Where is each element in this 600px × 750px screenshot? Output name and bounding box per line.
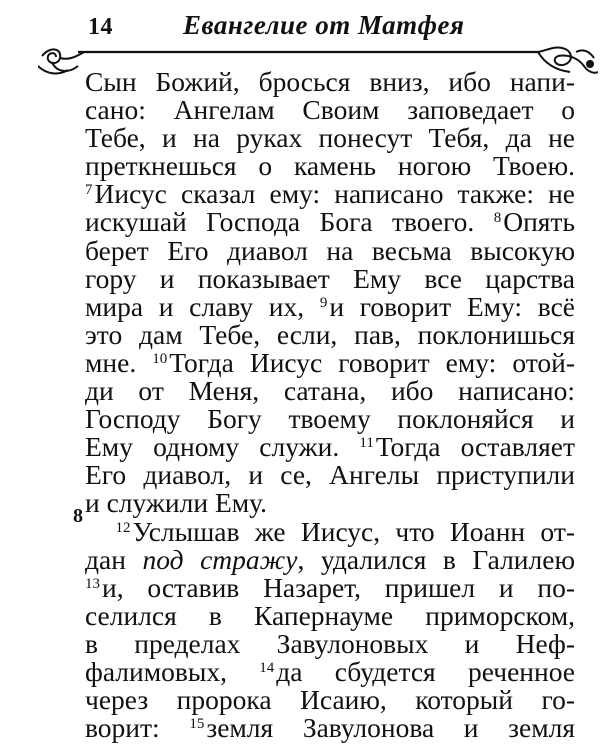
body-text xyxy=(85,68,575,742)
verse-text: земля Завулонова и земля xyxy=(206,712,576,744)
page-number: 14 xyxy=(88,14,113,40)
verse-text: да сбудется реченное xyxy=(276,655,576,687)
verse-text: и, оставив Назарет, пришел и по- xyxy=(102,571,575,603)
verse-number: 11 xyxy=(359,435,374,452)
text-line xyxy=(85,655,576,687)
verse-number: 14 xyxy=(259,659,275,676)
text-line xyxy=(85,543,575,575)
verse-text: Тогда оставляет xyxy=(375,431,575,463)
verse-text: Услышав же Иисус, что Иоанн от- xyxy=(132,515,575,547)
verse-text: Опять xyxy=(503,206,575,238)
text-line xyxy=(85,515,575,547)
text-line: селился в Капернауме приморском, xyxy=(85,599,575,631)
running-title: Евангелие от Матфея xyxy=(183,10,465,40)
text-line: гору и показывает Ему все царства xyxy=(85,262,575,294)
text-line xyxy=(85,208,575,236)
text-line: преткнешься о камень ногою Твоею. xyxy=(85,150,575,182)
italic-phrase: под стражу xyxy=(142,543,298,575)
verse-number: 10 xyxy=(152,350,168,367)
verse-number: 13 xyxy=(85,575,100,592)
text-line xyxy=(85,290,575,322)
verse-text: искушай Господа Бога твоего. xyxy=(85,206,475,238)
verse-number: 8 xyxy=(493,210,502,227)
verse-text: мира и славу их, xyxy=(85,290,305,322)
text-line xyxy=(85,714,575,742)
verse-text: ворит: xyxy=(85,712,160,744)
text-line: Сын Божий, бросься вниз, ибо напи- xyxy=(85,66,575,97)
text-line: ди от Меня, сатана, ибо написано: xyxy=(85,375,575,407)
text-line: сано: Ангелам Своим заповедает о xyxy=(85,94,575,126)
text-line xyxy=(85,346,575,378)
text-line: это дам Тебе, если, пав, поклонишься xyxy=(85,318,575,350)
verse-text: мне. xyxy=(85,346,137,378)
text-line: Господу Богу твоему поклоняйся и xyxy=(85,403,575,435)
verse-number: 9 xyxy=(319,294,328,311)
verse-number: 7 xyxy=(85,182,93,199)
verse-number: 12 xyxy=(115,519,131,536)
text-line: Тебе, и на руках понесут Тебя, да не xyxy=(85,122,575,154)
text-line: берет Его диавол на весьма высокую xyxy=(85,234,575,266)
verse-number: 15 xyxy=(189,716,205,733)
text-line xyxy=(85,433,575,461)
text-line: через пророка Исаию, который го- xyxy=(85,684,575,716)
verse-text: Тогда Иисус говорит ему: отой- xyxy=(169,346,575,378)
left-flourish-ornament xyxy=(38,49,84,73)
text-line: в пределах Завулоновых и Неф- xyxy=(85,627,575,659)
text-line xyxy=(85,571,575,603)
text-line xyxy=(85,180,575,208)
verse-text: дан xyxy=(85,543,126,575)
verse-text: и говорит Ему: всё xyxy=(329,290,575,322)
verse-text: , удалился в Галилею xyxy=(297,543,575,575)
verse-text: фалимовых, xyxy=(85,655,227,687)
verse-text: Ему одному служи. xyxy=(85,431,340,463)
text-line: Его диавол, и се, Ангелы приступили xyxy=(85,459,575,491)
margin-chapter-number: 8 xyxy=(73,505,83,527)
verse-text: Иисус сказал ему: написано также: не xyxy=(94,178,575,210)
text-line: и служили Ему. xyxy=(85,487,268,519)
